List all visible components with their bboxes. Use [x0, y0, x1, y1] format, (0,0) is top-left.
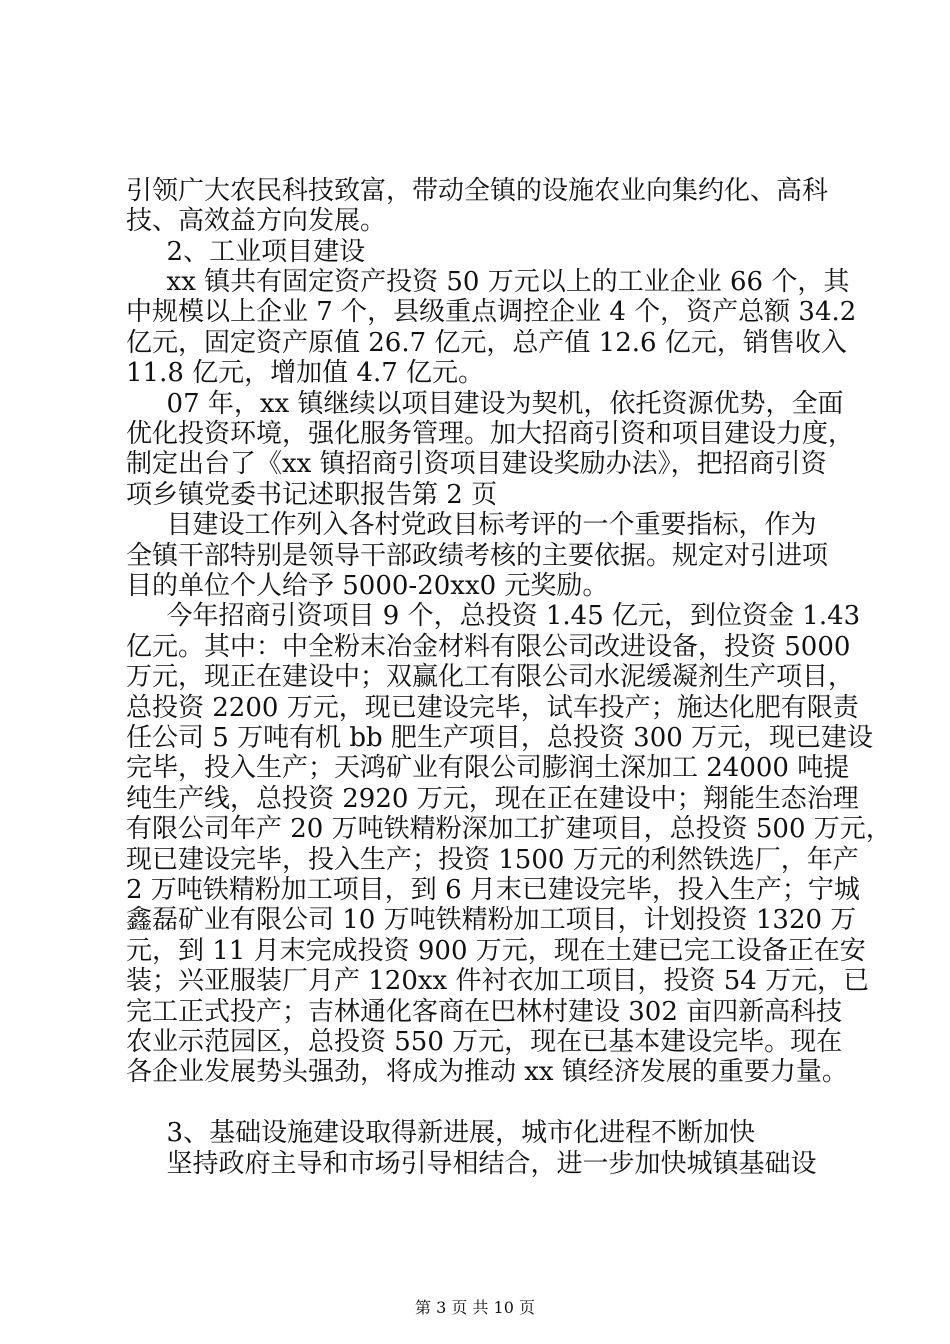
text-line: 目的单位个人给予 5000-20xx0 元奖励。	[126, 571, 609, 601]
text-line: 制定出台了《xx 镇招商引资项目建设奖励办法》，把招商引资	[126, 449, 827, 479]
text-line: 亿元。其中：中全粉末冶金材料有限公司改进设备，投资 5000	[126, 632, 851, 662]
text-line: 目建设工作列入各村党政目标考评的一个重要指标，作为	[150, 510, 817, 540]
text-line: 各企业发展势头强劲，将成为推动 xx 镇经济发展的重要力量。	[126, 1057, 848, 1087]
text-line: 任公司 5 万吨有机 bb 肥生产项目，总投资 300 万元，现已建设	[126, 723, 874, 753]
text-line: 07 年，xx 镇继续以项目建设为契机，依托资源优势，全面	[150, 389, 844, 419]
text-line: xx 镇共有固定资产投资 50 万元以上的工业企业 66 个，其	[150, 267, 850, 297]
text-line: 总投资 2200 万元，现已建设完毕，试车投产；施达化肥有限责	[126, 693, 859, 723]
text-line: 中规模以上企业 7 个，县级重点调控企业 4 个，资产总额 34.2	[126, 297, 857, 327]
text-line: 技、高效益方向发展。	[126, 206, 387, 236]
text-line: 农业示范园区，总投资 550 万元，现在已基本建设完毕。现在	[126, 1027, 843, 1057]
section-heading: 2、工业项目建设	[150, 237, 366, 267]
text-line: 优化投资环境，强化服务管理。加大招商引资和项目建设力度，	[126, 419, 855, 449]
text-line: 项乡镇党委书记述职报告第 2 页	[126, 480, 498, 510]
text-line: 完工正式投产；吉林通化客商在巴林村建设 302 亩四新高科技	[126, 997, 843, 1027]
text-line: 引领广大农民科技致富，带动全镇的设施农业向集约化、高科	[126, 176, 829, 206]
text-line: 鑫磊矿业有限公司 10 万吨铁精粉加工项目，计划投资 1320 万	[126, 905, 857, 935]
text-line: 有限公司年产 20 万吨铁精粉深加工扩建项目，总投资 500 万元，	[126, 814, 892, 844]
text-line: 11.8 亿元，增加值 4.7 亿元。	[126, 358, 485, 388]
text-line: 坚持政府主导和市场引导相结合，进一步加快城镇基础设	[150, 1149, 817, 1179]
text-line: 今年招商引资项目 9 个，总投资 1.45 亿元，到位资金 1.43	[150, 601, 861, 631]
page-number-footer: 第 3 页 共 10 页	[415, 1298, 535, 1317]
section-heading: 3、基础设施建设取得新进展，城市化进程不断加快	[150, 1118, 756, 1148]
text-line: 全镇干部特别是领导干部政绩考核的主要依据。规定对引进项	[126, 541, 829, 571]
text-line: 亿元，固定资产原值 26.7 亿元，总产值 12.6 亿元，销售收入	[126, 328, 847, 358]
text-line: 纯生产线，总投资 2920 万元，现在正在建设中；翔能生态治理	[126, 784, 859, 814]
text-line: 完毕，投入生产；天鸿矿业有限公司膨润土深加工 24000 吨提	[126, 753, 850, 783]
text-line: 2 万吨铁精粉加工项目，到 6 月末已建设完毕，投入生产；宁城	[126, 875, 860, 905]
text-line: 装；兴亚服装厂月产 120xx 件衬衣加工项目，投资 54 万元，已	[126, 966, 870, 996]
text-line: 现已建设完毕，投入生产；投资 1500 万元的利然铁选厂，年产	[126, 845, 859, 875]
text-line: 元，到 11 月末完成投资 900 万元，现在土建已完工设备正在安	[126, 936, 866, 966]
text-line: 万元，现正在建设中；双赢化工有限公司水泥缓凝剂生产项目，	[126, 662, 855, 692]
